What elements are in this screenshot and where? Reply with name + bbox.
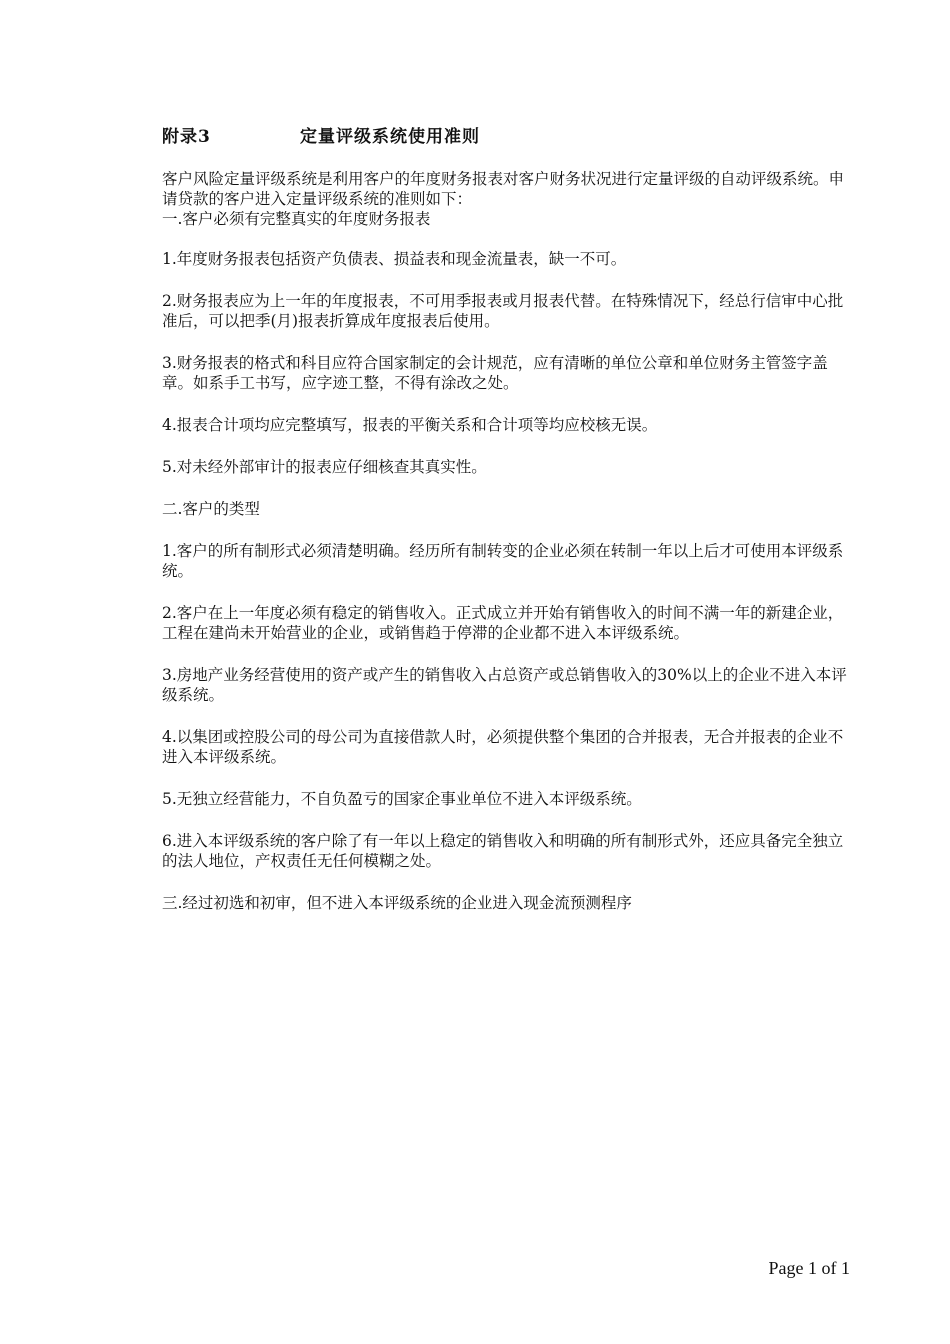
section-1-title: 一.客户必须有完整真实的年度财务报表 bbox=[162, 210, 431, 228]
section-2-item: 1.客户的所有制形式必须清楚明确。经历所有制转变的企业必须在转制一年以上后才可使用本评级系统。 bbox=[162, 542, 844, 580]
section-2-item: 5.无独立经营能力，不自负盈亏的国家企事业单位不进入本评级系统。 bbox=[162, 790, 642, 808]
section-1-item: 3.财务报表的格式和科目应符合国家制定的会计规范，应有清晰的单位公章和单位财务主管签字盖章。如系手工书写，应字迹工整，不得有涂改之处。 bbox=[162, 354, 828, 392]
document-body bbox=[162, 169, 852, 913]
intro-paragraph: 客户风险定量评级系统是利用客户的年度财务报表对客户财务状况进行定量评级的自动评级系统。申请贷款的客户进入定量评级系统的准则如下： bbox=[162, 170, 845, 208]
section-1-item: 5.对未经外部审计的报表应仔细核查其真实性。 bbox=[162, 458, 487, 476]
section-1-item: 2.财务报表应为上一年的年度报表，不可用季报表或月报表代替。在特殊情况下，经总行信审中心批准后，可以把季(月)报表折算成年度报表后使用。 bbox=[162, 292, 844, 330]
section-2-item: 2.客户在上一年度必须有稳定的销售收入。正式成立并开始有销售收入的时间不满一年的新建企业，工程在建尚未开始营业的企业，或销售趋于停滞的企业都不进入本评级系统。 bbox=[162, 604, 844, 642]
section-1-item: 4.报表合计项均应完整填写，报表的平衡关系和合计项等均应校核无误。 bbox=[162, 416, 658, 434]
appendix-label: 附录3 bbox=[162, 127, 211, 147]
section-2-title: 二.客户的类型 bbox=[162, 500, 260, 518]
page-number: Page 1 of 1 bbox=[768, 1258, 850, 1278]
section-2-item: 6.进入本评级系统的客户除了有一年以上稳定的销售收入和明确的所有制形式外，还应具备完全独立的法人地位，产权责任无任何模糊之处。 bbox=[162, 832, 844, 870]
document-heading bbox=[162, 122, 480, 147]
section-2-item: 4.以集团或控股公司的母公司为直接借款人时，必须提供整个集团的合并报表，无合并报表的企业不进入本评级系统。 bbox=[162, 728, 844, 766]
section-2-item: 3.房地产业务经营使用的资产或产生的销售收入占总资产或总销售收入的30%以上的企业不进入本评级系统。 bbox=[162, 666, 847, 704]
section-3-title: 三.经过初选和初审，但不进入本评级系统的企业进入现金流预测程序 bbox=[162, 894, 632, 912]
document-title: 定量评级系统使用准则 bbox=[300, 127, 480, 147]
section-1-item: 1.年度财务报表包括资产负债表、损益表和现金流量表，缺一不可。 bbox=[162, 250, 627, 268]
